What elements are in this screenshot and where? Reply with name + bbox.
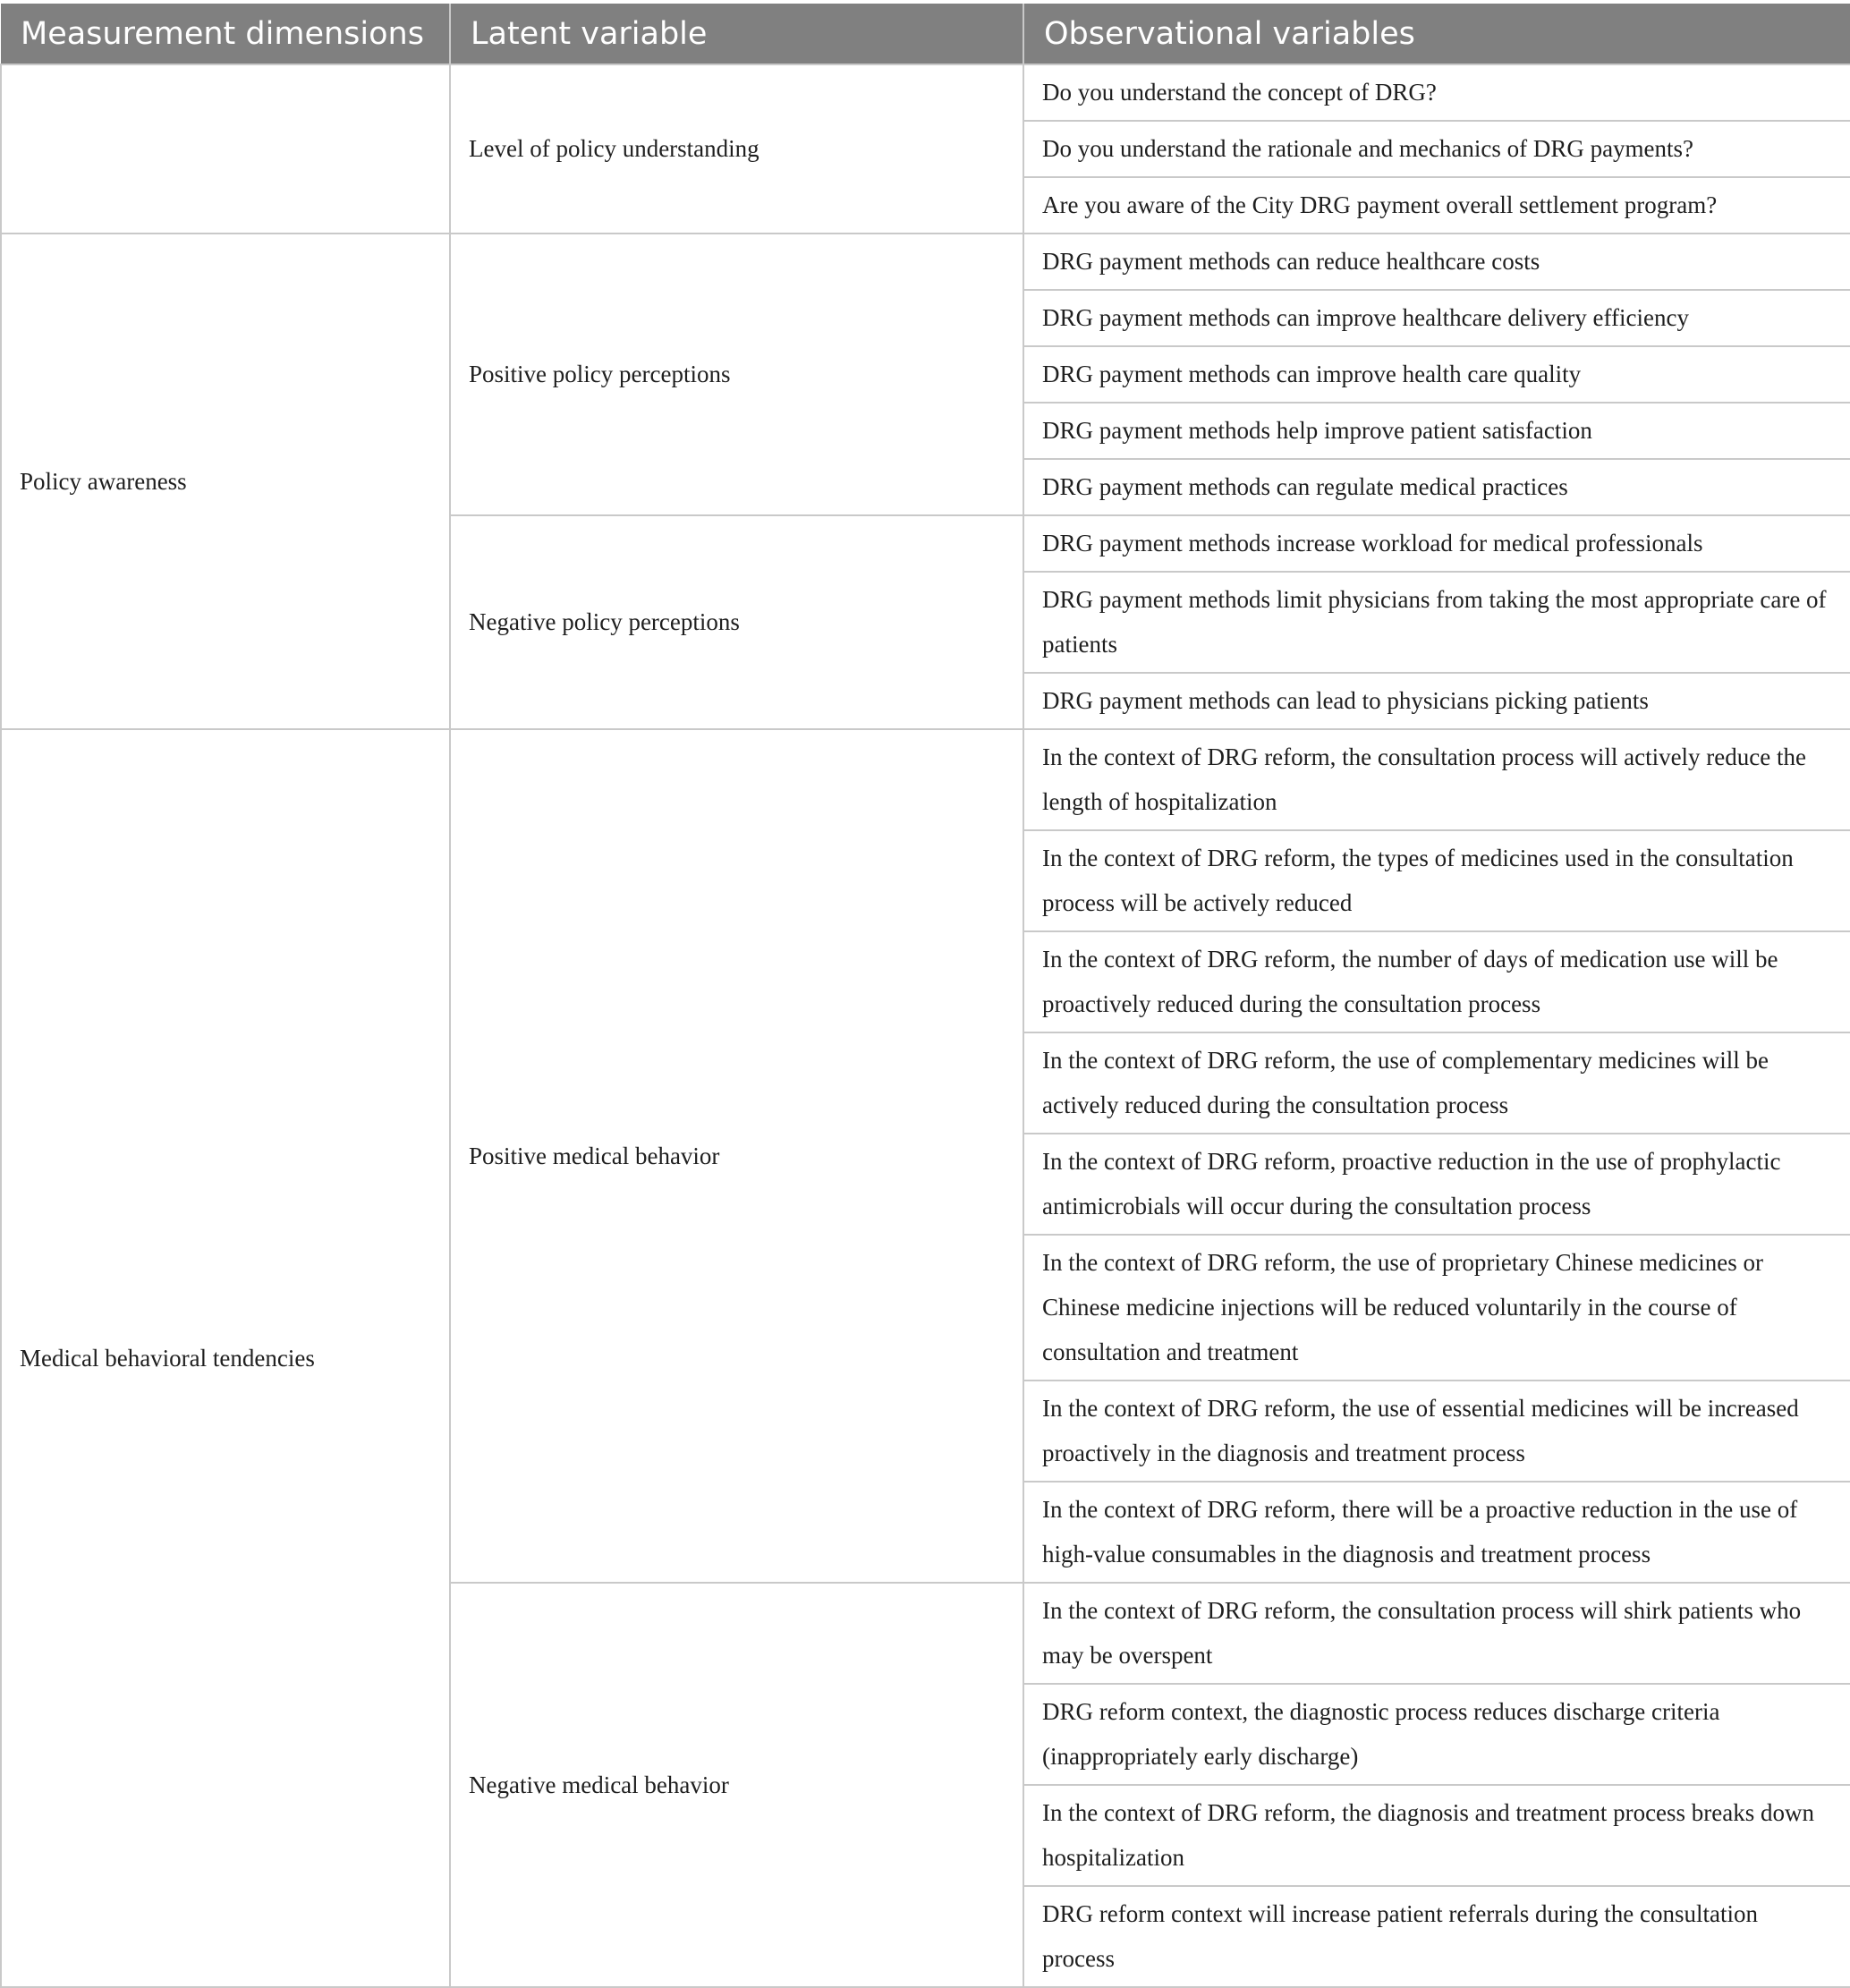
header-observational-variables: Observational variables [1023,4,1850,64]
observed-item: DRG payment methods increase workload for medical professionals [1023,515,1850,572]
observed-item: In the context of DRG reform, proactive reduction in the use of prophylactic antimicrobials will occur during the consultation process [1023,1134,1850,1235]
observed-item: DRG payment methods limit physicians from taking the most appropriate care of patients [1023,572,1850,673]
observed-item: DRG reform context, the diagnostic process reduces discharge criteria (inappropriately early discharge) [1023,1684,1850,1785]
latent-negative-medical-behavior: Negative medical behavior [450,1583,1023,1987]
observed-item: In the context of DRG reform, the types of medicines used in the consultation process will be actively reduced [1023,830,1850,931]
latent-negative-policy-perceptions: Negative policy perceptions [450,515,1023,729]
observed-item: DRG payment methods can reduce healthcare costs [1023,234,1850,290]
dimension-cell-blank [1,64,450,234]
observed-item: DRG payment methods can regulate medical practices [1023,459,1850,515]
dimension-policy-awareness: Policy awareness [1,234,450,729]
header-latent-variable: Latent variable [450,4,1023,64]
table-row [1,234,1850,290]
table-row [1,729,1850,830]
latent-positive-policy-perceptions: Positive policy perceptions [450,234,1023,515]
table-row [1,64,1850,121]
observed-item: In the context of DRG reform, there will be a proactive reduction in the use of high-value consumables in the diagnosis and treatment process [1023,1482,1850,1583]
survey-table [0,4,1850,1988]
latent-level-of-policy-understanding: Level of policy understanding [450,64,1023,234]
observed-item: DRG payment methods can improve healthcare delivery efficiency [1023,290,1850,346]
observed-item: In the context of DRG reform, the use of proprietary Chinese medicines or Chinese medicine injections will be reduced voluntarily in the course of consultation and treatment [1023,1235,1850,1381]
observed-item: In the context of DRG reform, the number of days of medication use will be proactively reduced during the consultation process [1023,931,1850,1032]
header-row [1,4,1850,64]
observed-item: Are you aware of the City DRG payment overall settlement program? [1023,177,1850,234]
observed-item: In the context of DRG reform, the use of complementary medicines will be actively reduced during the consultation process [1023,1032,1850,1134]
observed-item: DRG payment methods can lead to physicians picking patients [1023,673,1850,729]
observed-item: DRG payment methods can improve health care quality [1023,346,1850,403]
observed-item: DRG reform context will increase patient referrals during the consultation process [1023,1886,1850,1987]
observed-item: In the context of DRG reform, the use of essential medicines will be increased proactively in the diagnosis and treatment process [1023,1381,1850,1482]
observed-item: In the context of DRG reform, the consultation process will actively reduce the length of hospitalization [1023,729,1850,830]
header-measurement-dimensions: Measurement dimensions [1,4,450,64]
dimension-medical-behavioral-tendencies: Medical behavioral tendencies [1,729,450,1987]
observed-item: In the context of DRG reform, the diagnosis and treatment process breaks down hospitalization [1023,1785,1850,1886]
observed-item: In the context of DRG reform, the consultation process will shirk patients who may be overspent [1023,1583,1850,1684]
latent-positive-medical-behavior: Positive medical behavior [450,729,1023,1583]
observed-item: Do you understand the rationale and mechanics of DRG payments? [1023,121,1850,177]
observed-item: Do you understand the concept of DRG? [1023,64,1850,121]
observed-item: DRG payment methods help improve patient satisfaction [1023,403,1850,459]
